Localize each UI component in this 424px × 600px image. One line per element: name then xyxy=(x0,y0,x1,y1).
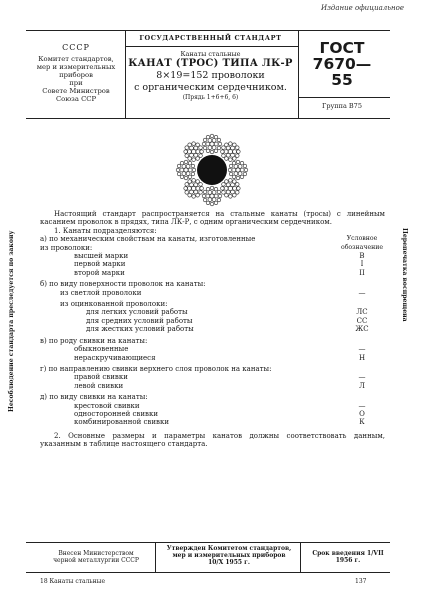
wire xyxy=(210,142,214,146)
item-designation xyxy=(339,300,385,308)
strand xyxy=(184,179,204,199)
wire xyxy=(229,158,233,162)
list-item xyxy=(40,308,385,316)
page-number: 137 xyxy=(355,578,367,585)
wire xyxy=(196,180,200,184)
item-designation: К xyxy=(359,418,365,427)
wire xyxy=(240,175,244,179)
clause-2: 2. Основные размеры и параметры канатов должны соответствовать данным, указанным в таблице настоящего стандарта. xyxy=(40,431,385,449)
list-item xyxy=(40,289,385,297)
group-heading-text: д) по виду свивки на канаты: xyxy=(40,393,148,402)
list-item xyxy=(40,402,385,410)
wire xyxy=(236,176,240,180)
authority-line: Союза ССР xyxy=(55,95,97,103)
wire xyxy=(199,154,203,158)
wire xyxy=(206,194,210,198)
wire xyxy=(184,187,188,191)
footer-bottom-rule xyxy=(26,572,390,573)
wire xyxy=(185,183,189,187)
strand xyxy=(228,160,248,180)
wire xyxy=(225,194,229,198)
list-item xyxy=(40,354,385,362)
standard-heading: ГОСУДАРСТВЕННЫЙ СТАНДАРТ xyxy=(139,34,282,42)
wire xyxy=(188,150,192,154)
list-item xyxy=(40,300,385,308)
designation-legend: Условное xyxy=(346,235,378,243)
item-label: для средних условий работы xyxy=(86,316,193,325)
list-item xyxy=(40,382,385,390)
wire xyxy=(199,183,203,187)
gost-box-rule xyxy=(298,97,390,98)
group-heading-text: г) по направлению свивки верхнего слоя проволок на канаты: xyxy=(40,364,272,373)
strand xyxy=(176,160,196,180)
footer-introduced-by xyxy=(40,550,152,564)
wire xyxy=(225,180,229,184)
page-footer-left: 18 Канаты стальные xyxy=(40,578,106,585)
item-designation: — xyxy=(358,373,366,382)
wire xyxy=(184,150,188,154)
item-label: второй марки xyxy=(74,268,125,277)
wire xyxy=(206,201,210,205)
wire xyxy=(214,194,218,198)
wire xyxy=(236,183,240,187)
strand xyxy=(202,186,222,206)
wire xyxy=(206,142,210,146)
wire xyxy=(188,161,192,165)
item-label: крестовой свивки xyxy=(74,401,140,410)
wire xyxy=(202,194,206,198)
authority-line: мер и измерительных xyxy=(36,63,116,71)
item-label: для жестких условий работы xyxy=(86,325,194,334)
wire xyxy=(218,142,222,146)
reprint-notice-vertical xyxy=(398,228,412,328)
reprint-notice-text: Перепечатка воспрещена xyxy=(401,228,408,322)
authority-line: при xyxy=(69,79,83,87)
list-item xyxy=(40,260,385,268)
header-divider-left xyxy=(125,30,126,118)
item-designation: Л xyxy=(359,381,365,390)
wire xyxy=(243,172,247,176)
item-label: правой свивки xyxy=(74,373,128,382)
wire xyxy=(233,150,237,154)
title-line-2: 8×19=152 проволоки xyxy=(156,70,265,81)
item-designation: ЖС xyxy=(355,325,369,334)
designation-legend: обозначение xyxy=(340,243,384,251)
item-label: высшей марки xyxy=(74,252,129,261)
wire xyxy=(214,187,218,191)
wire xyxy=(217,190,221,194)
wire xyxy=(184,160,188,164)
wire xyxy=(188,157,192,161)
wire xyxy=(188,180,192,184)
document-body xyxy=(40,210,385,449)
wire xyxy=(184,168,188,172)
wire xyxy=(222,154,226,158)
group-heading xyxy=(40,337,385,345)
wire xyxy=(192,158,196,162)
wire xyxy=(232,168,236,172)
group-heading-text: а) по механическим свойствам на канаты, изготовленные xyxy=(40,235,256,244)
footer-line: черной металлургии СССР xyxy=(53,557,139,564)
title-line-3: с органическим сердечником. xyxy=(134,81,287,93)
wire xyxy=(210,134,214,138)
wire xyxy=(188,175,192,179)
wire xyxy=(188,168,192,172)
item-designation: О xyxy=(359,409,365,418)
item-label: нераскручивающиеся xyxy=(74,353,156,362)
wire xyxy=(217,138,221,142)
wire xyxy=(200,187,204,191)
wire xyxy=(203,138,207,142)
wire xyxy=(185,191,189,195)
wire xyxy=(203,146,207,150)
edition-label: Издание официальное xyxy=(320,4,404,12)
wire xyxy=(225,143,229,147)
strand xyxy=(202,134,222,154)
group-heading xyxy=(40,235,385,243)
wire xyxy=(221,187,225,191)
footer-approved-by xyxy=(158,545,300,566)
wire xyxy=(222,191,226,195)
group-heading xyxy=(40,365,385,373)
wire xyxy=(217,146,221,150)
wire xyxy=(177,172,181,176)
wire xyxy=(221,150,225,154)
item-designation: — xyxy=(358,401,366,410)
item-designation: В xyxy=(359,252,365,261)
list-item xyxy=(40,373,385,381)
wire xyxy=(180,168,184,172)
wire xyxy=(240,168,244,172)
wire xyxy=(202,142,206,146)
wire xyxy=(244,168,248,172)
header-top-rule xyxy=(26,30,390,31)
list-item xyxy=(40,269,385,277)
footer-line: Срок введения 1/VII 1956 г. xyxy=(312,550,384,564)
wire xyxy=(206,149,210,153)
wire xyxy=(210,150,214,154)
wire xyxy=(229,142,233,146)
wire xyxy=(192,186,196,190)
wire xyxy=(196,157,200,161)
wire xyxy=(206,135,210,139)
wire xyxy=(196,150,200,154)
wire xyxy=(188,143,192,147)
legal-notice-text: Несоблюдение стандарта преследуется по закону xyxy=(8,230,15,412)
wire xyxy=(188,186,192,190)
issuing-authority xyxy=(30,44,122,103)
wire xyxy=(224,150,228,154)
wire xyxy=(214,135,218,139)
footer-effective-date xyxy=(303,550,393,564)
wire xyxy=(237,187,241,191)
wire xyxy=(176,168,180,172)
gost-number: 7670—55 xyxy=(312,55,372,89)
item-label: из светлой проволоки xyxy=(60,288,142,297)
wire xyxy=(233,143,237,147)
rope-cross-section-diagram xyxy=(170,128,254,212)
wire xyxy=(217,198,221,202)
item-designation: Н xyxy=(358,353,366,362)
list-item xyxy=(40,325,385,333)
wire xyxy=(185,154,189,158)
legal-notice-vertical xyxy=(6,220,20,410)
wire xyxy=(203,190,207,194)
group-heading-text: б) по виду поверхности проволок на канаты: xyxy=(40,280,206,289)
wire xyxy=(228,186,232,190)
authority-line: Комитет стандартов, xyxy=(38,55,114,63)
wire xyxy=(228,168,232,172)
wire xyxy=(222,183,226,187)
wire xyxy=(233,186,237,190)
footer-line: 10/X 1955 г. xyxy=(208,559,250,566)
authority-line: приборов xyxy=(59,71,93,79)
wire xyxy=(210,194,214,198)
list-item xyxy=(40,410,385,418)
wire xyxy=(225,157,229,161)
list-item xyxy=(40,317,385,325)
wire xyxy=(229,164,233,168)
group-heading xyxy=(40,393,385,401)
wire xyxy=(229,172,233,176)
wire xyxy=(232,161,236,165)
intro-paragraph: Настоящий стандарт распространяется на стальные канаты (тросы) с линейным касанием проволок в прядях, типа ЛК-Р, с одним органическим сердечником. xyxy=(40,210,385,227)
wire xyxy=(210,186,214,190)
wire xyxy=(229,195,233,199)
item-label: комбинированной свивки xyxy=(74,418,169,427)
wire xyxy=(243,164,247,168)
gost-label: ГОСТ xyxy=(319,39,365,57)
footer-line: мер и измерительных приборов xyxy=(172,552,286,559)
title-category: Канаты стальные xyxy=(180,50,241,58)
wire xyxy=(236,154,240,158)
wire xyxy=(192,168,196,172)
wire xyxy=(233,157,237,161)
list-item xyxy=(40,345,385,353)
wire xyxy=(177,164,181,168)
strand xyxy=(221,179,241,199)
footer-line: Утвержден Комитетом стандартов, xyxy=(166,545,292,552)
wire xyxy=(232,175,236,179)
ussr-label: СССР xyxy=(62,43,90,52)
wire xyxy=(180,175,184,179)
wire xyxy=(236,146,240,150)
wire xyxy=(224,186,228,190)
strand xyxy=(184,142,204,162)
item-label: обыкновенные xyxy=(74,345,129,354)
item-designation: ЛС xyxy=(356,308,368,317)
title-main: КАНАТ (ТРОС) ТИПА ЛК-Р xyxy=(128,58,293,69)
wire xyxy=(203,198,207,202)
group-heading-text: в) по роду свивки на канаты: xyxy=(40,336,148,345)
wire xyxy=(184,176,188,180)
wire xyxy=(196,186,200,190)
authority-line: Совете Министров xyxy=(42,87,110,95)
strand xyxy=(221,142,241,162)
item-designation: II xyxy=(359,268,365,277)
wire xyxy=(191,164,195,168)
wire xyxy=(200,150,204,154)
item-label: для легких условий работы xyxy=(86,308,188,317)
gost-number-block xyxy=(302,40,382,88)
wire xyxy=(192,195,196,199)
classification-list xyxy=(40,235,385,430)
wire xyxy=(236,168,240,172)
wire xyxy=(192,150,196,154)
footer-divider-left xyxy=(155,542,156,572)
wire xyxy=(192,142,196,146)
organic-core xyxy=(197,155,227,185)
group-heading xyxy=(40,280,385,288)
item-designation: I xyxy=(360,260,364,269)
item-designation: СС xyxy=(356,316,368,325)
wire xyxy=(229,179,233,183)
item-label: левой свивки xyxy=(74,381,124,390)
wire xyxy=(236,191,240,195)
wire xyxy=(196,143,200,147)
wire xyxy=(214,149,218,153)
footer-top-rule xyxy=(26,542,390,543)
list-item xyxy=(40,418,385,426)
wire xyxy=(228,150,232,154)
item-label: первой марки xyxy=(74,260,126,269)
wire xyxy=(196,194,200,198)
wire xyxy=(199,191,203,195)
wire xyxy=(188,194,192,198)
item-designation: — xyxy=(358,288,366,297)
wire xyxy=(180,161,184,165)
wire xyxy=(214,142,218,146)
document-title xyxy=(128,50,293,101)
header-title-rule xyxy=(126,46,298,47)
wire xyxy=(240,161,244,165)
group-heading-text: из проволоки: xyxy=(40,243,93,252)
group-code: Группа В75 xyxy=(322,102,362,110)
group-heading xyxy=(40,244,385,252)
wire xyxy=(233,194,237,198)
wire xyxy=(218,194,222,198)
wire xyxy=(236,160,240,164)
footer-line: Внесен Министерством xyxy=(58,550,134,557)
wire xyxy=(233,180,237,184)
header-bottom-rule xyxy=(26,118,390,119)
clause-1: 1. Канаты подразделяются: xyxy=(54,226,157,235)
wire xyxy=(199,146,203,150)
item-label: односторонней свивки xyxy=(74,409,158,418)
wire xyxy=(237,150,241,154)
list-item xyxy=(40,252,385,260)
wire xyxy=(192,179,196,183)
item-label: из оцинкованной проволоки: xyxy=(60,300,168,309)
wire xyxy=(210,202,214,206)
footer-divider-right xyxy=(300,542,301,572)
title-construction: (Прядь 1+6+6, 6) xyxy=(182,94,239,101)
wire xyxy=(222,146,226,150)
wire xyxy=(214,201,218,205)
header-divider-right xyxy=(298,30,299,118)
wire xyxy=(191,172,195,176)
wire xyxy=(206,187,210,191)
item-designation: — xyxy=(358,345,366,354)
wire xyxy=(185,146,189,150)
